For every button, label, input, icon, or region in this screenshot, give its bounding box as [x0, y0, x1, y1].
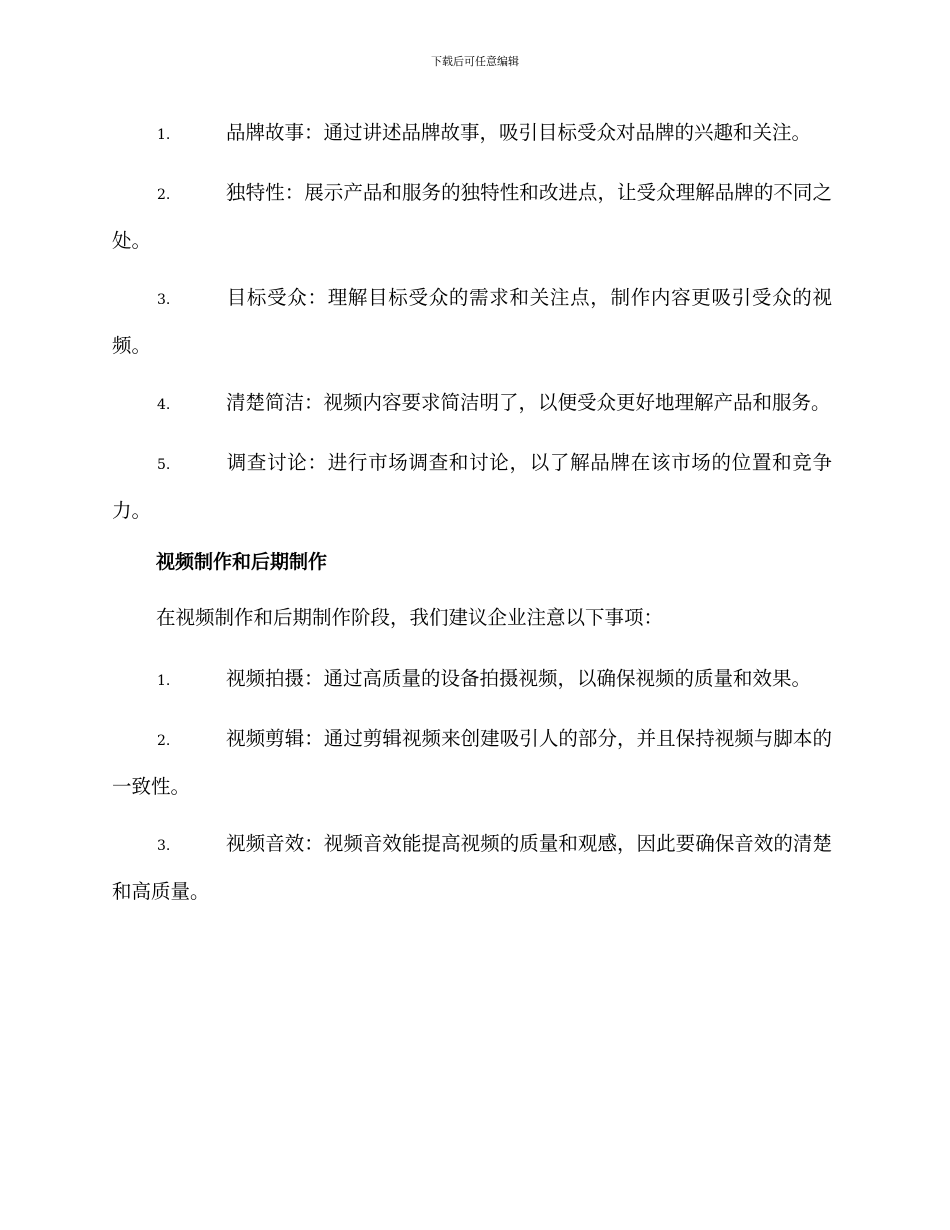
- list-item: [112, 170, 832, 263]
- list-text: 独特性：展示产品和服务的独特性和改进点，让受众理解品牌的不同之处。: [112, 181, 832, 252]
- list-number: 1.: [157, 127, 171, 143]
- list-item: [112, 440, 832, 533]
- list-number: 3.: [157, 292, 171, 308]
- list-item: [112, 275, 832, 368]
- list-text: 视频音效：视频音效能提高视频的质量和观感，因此要确保音效的清楚和高质量。: [112, 832, 832, 903]
- document-body: [112, 110, 832, 926]
- list-text: 目标受众：理解目标受众的需求和关注点，制作内容更吸引受众的视频。: [112, 286, 832, 357]
- list-number: 2.: [157, 733, 171, 749]
- list-text: 品牌故事：通过讲述品牌故事，吸引目标受众对品牌的兴趣和关注。: [226, 121, 812, 144]
- list-item: [112, 380, 832, 428]
- list-number: 1.: [157, 673, 171, 689]
- section-intro: 在视频制作和后期制作阶段，我们建议企业注意以下事项：: [156, 606, 664, 629]
- list-number: 2.: [157, 187, 171, 203]
- list-item: [112, 656, 832, 704]
- section-heading: 视频制作和后期制作: [156, 551, 328, 573]
- list-text: 清楚简洁：视频内容要求简洁明了，以便受众更好地理解产品和服务。: [226, 391, 831, 414]
- list-number: 3.: [157, 838, 171, 854]
- list-number: 4.: [157, 397, 171, 413]
- list-text: 视频剪辑：通过剪辑视频来创建吸引人的部分，并且保持视频与脚本的一致性。: [112, 727, 832, 798]
- list-text: 视频拍摄：通过高质量的设备拍摄视频，以确保视频的质量和效果。: [226, 667, 812, 690]
- list-item: [112, 110, 832, 158]
- list-number: 5.: [157, 457, 171, 473]
- page-header: 下载后可任意编辑: [431, 55, 519, 68]
- list-text: 调查讨论：进行市场调查和讨论，以了解品牌在该市场的位置和竞争力。: [112, 451, 832, 522]
- list-item: [112, 716, 832, 809]
- list-item: [112, 821, 832, 914]
